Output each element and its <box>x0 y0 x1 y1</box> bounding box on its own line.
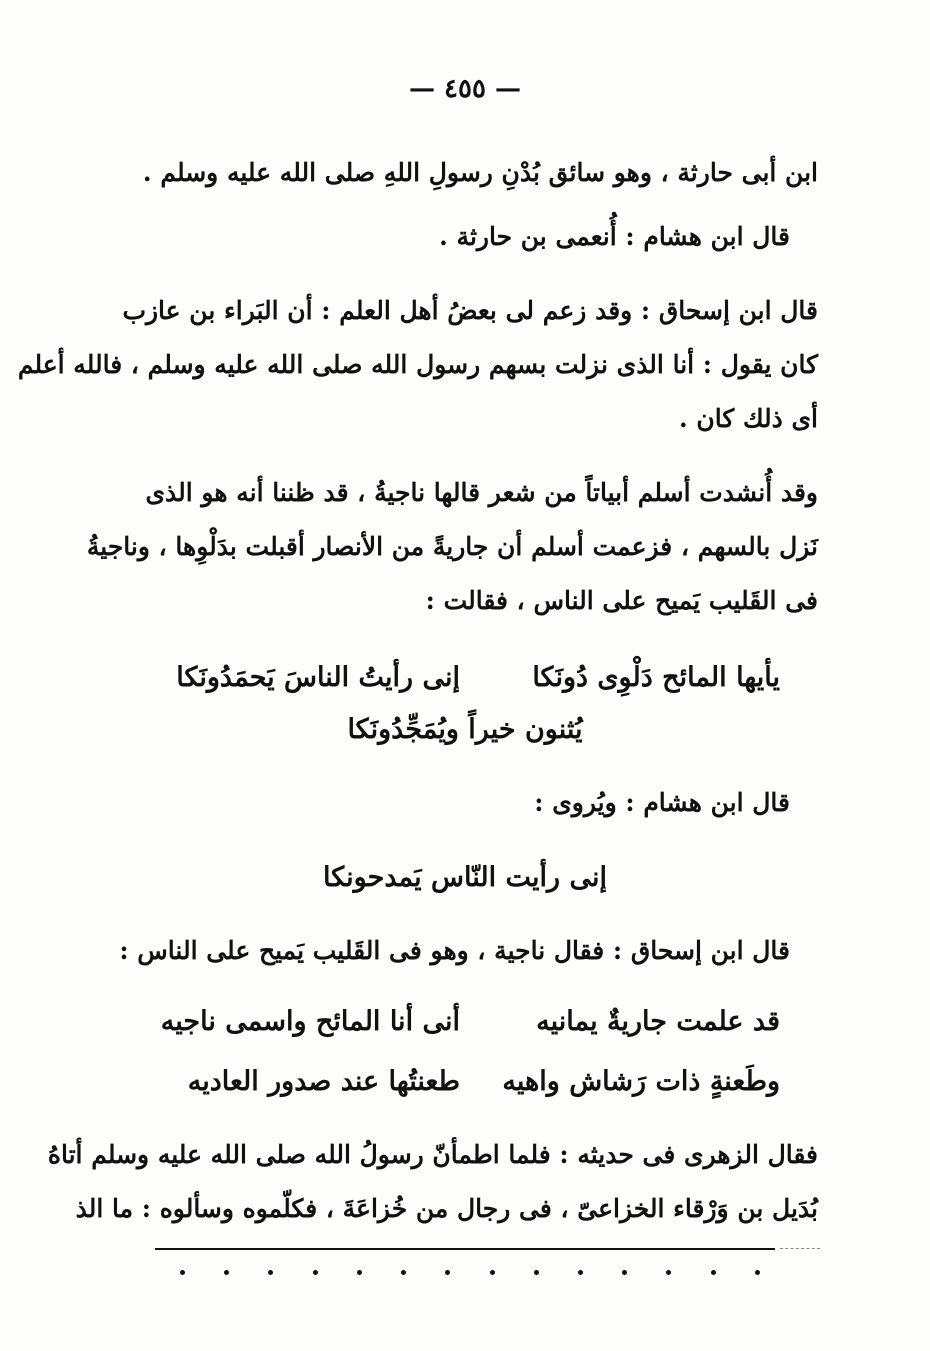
footer-rule <box>155 1248 775 1250</box>
dot-ornament <box>224 1270 229 1275</box>
footer-dot-row <box>180 1270 760 1275</box>
verse1-third-line: يُثنون خيراً ويُمَجِّدُونَكا <box>347 714 583 745</box>
zuhri-line-1: فقال الزهرى فى حديثه : فلما اطمأنّ رسولُ الله صلى الله عليه وسلم أتاهُ <box>47 1140 818 1169</box>
verse1-left-hemistich: إنى رأيتُ الناسَ يَحمَدُونَكا <box>176 662 460 693</box>
dot-ornament <box>622 1270 627 1275</box>
text-line-5: أى ذلك كان . <box>678 404 818 433</box>
dot-ornament <box>445 1270 450 1275</box>
text-line-2: قال ابن هشام : أُنعمى بن حارثة . <box>439 222 790 251</box>
dot-ornament <box>534 1270 539 1275</box>
text-line-8: فى القَليب يَميح على الناس ، فقالت : <box>425 586 818 615</box>
ibn-hisham-yurwa: قال ابن هشام : ويُروى : <box>534 788 790 817</box>
dot-ornament <box>180 1270 185 1275</box>
dot-ornament <box>711 1270 716 1275</box>
verse1-right-hemistich: يأيها المائح دَلْوِى دُونَكا <box>532 662 780 693</box>
text-line-7: نَزل بالسهم ، فزعمت أسلم أن جاريةً من الأنصار أقبلت بدَلْوِها ، وناجيةُ <box>86 532 818 561</box>
verse2-line2-right: وطَعنةٍ ذات رَشاش واهيه <box>502 1066 780 1097</box>
text-line-1: ابن أبى حارثة ، وهو سائق بُدْنِ رسولِ اللهِ صلى الله عليه وسلم . <box>142 158 818 187</box>
dot-ornament <box>268 1270 273 1275</box>
text-line-3: قال ابن إسحاق : وقد زعم لى بعضُ أهل العلم : أن البَراء بن عازب <box>122 296 818 325</box>
dot-ornament <box>490 1270 495 1275</box>
zuhri-line-2: بُدَيل بن وَرْقاء الخزاعىّ ، فى رجال من خُزاعَةَ ، فكلّموه وسألوه : ما الذ <box>75 1194 818 1223</box>
text-line-6: وقد أُنشدت أسلم أبياتاً من شعر قالها ناجيةُ ، قد ظننا أنه هو الذى <box>145 478 818 507</box>
verse2-line1-right: قد علمت جاريةٌ يمانيه <box>536 1006 780 1037</box>
page-number: — ٤٥٥ — <box>408 74 522 104</box>
dot-ornament <box>357 1270 362 1275</box>
verse2-line2-left: طعنتُها عند صدور العاديه <box>187 1066 460 1097</box>
dot-ornament <box>666 1270 671 1275</box>
dot-ornament <box>755 1270 760 1275</box>
variant-verse: إنى رأيت النّاس يَمدحونكا <box>323 862 607 893</box>
dot-ornament <box>578 1270 583 1275</box>
text-line-4: كان يقول : أنا الذى نزلت بسهم رسول الله صلى الله عليه وسلم ، فالله أعلم <box>17 350 818 379</box>
verse2-line1-left: أنى أنا المائح واسمى ناجيه <box>160 1006 460 1037</box>
dot-ornament <box>401 1270 406 1275</box>
ibn-ishaq-naji-line: قال ابن إسحاق : فقال ناجية ، وهو فى القَليب يَميح على الناس : <box>119 936 790 965</box>
dot-ornament <box>313 1270 318 1275</box>
footer-rule-dash <box>780 1248 820 1250</box>
